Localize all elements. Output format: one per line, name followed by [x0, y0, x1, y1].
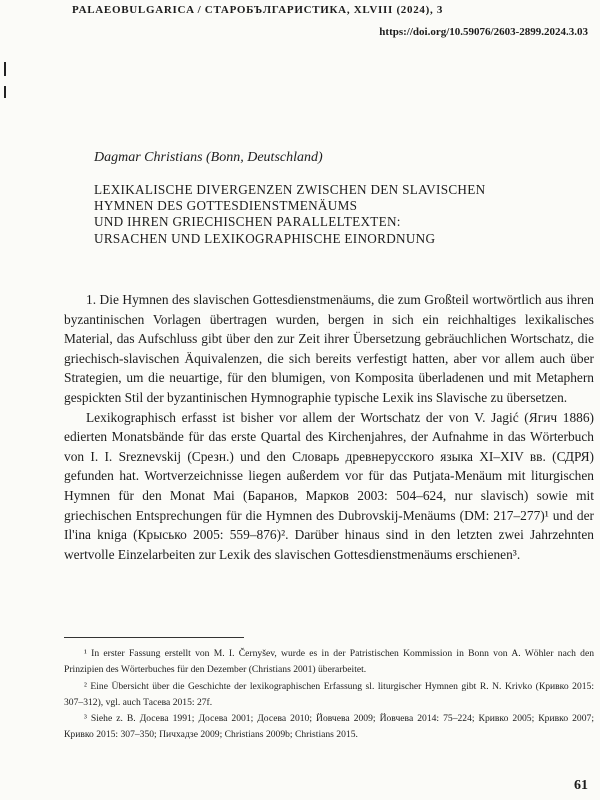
footnote: ³ Siehe z. B. Досева 1991; Досева 2001; Досева 2010; Йовчева 2009; Йовчева 2014: 75–224; Кривко 2005; Кривко 2007; Кривко 2015: 307–350; Пичхадзе 2009; Christians 2009b; Christians 2015. — [64, 713, 594, 741]
title-line: LEXIKALISCHE DIVERGENZEN ZWISCHEN DEN SLAVISCHEN — [94, 182, 486, 197]
footnotes — [64, 646, 594, 744]
footnote-divider — [64, 637, 244, 638]
author-line: Dagmar Christians (Bonn, Deutschland) — [94, 150, 323, 165]
body-paragraph: Lexikographisch erfasst ist bisher vor allem der Wortschatz der von V. Jagić (Ягич 1886) edierten Monatsbände für das erste Quartal des Kirchenjahres, der Aufnahme in das Wörterbuch von I. I. Sreznevskij (Срезн.) und den Словарь древнерусского языка XI–XIV вв. (СДРЯ) gefunden hat. Wortverzeichnisse liegen außerdem vor für das Putjata-Menäum mit liturgischen Hymnen für den Monat Mai (Баранов, Марков 2003: 504–624, nur slavisch) sowie mit griechischen Entsprechungen für die Hymnen des Dubrovskij-Menäums (DM: 217–277)¹ und der Il'ina kniga (Крысько 2005: 559–876)². Darüber hinaus sind in den letzten zwei Jahrzehnten wertvolle Einzelarbeiten zur Lexik des slavischen Gottesdienstmenäums erschienen³. — [64, 409, 594, 562]
title-line: URSACHEN UND LEXIKOGRAPHISCHE EINORDNUNG — [94, 230, 436, 246]
margin-mark — [4, 62, 6, 76]
title-line: UND IHREN GRIECHISCHEN PARALLELTEXTEN: — [94, 214, 401, 230]
footnote: ² Eine Übersicht über die Geschichte der lexikographischen Erfassung sl. liturgischer Hymnen gibt R. N. Krivko (Кривко 2015: 307–312), vgl. auch Тасева 2015: 27f. — [64, 680, 594, 708]
doi-link[interactable]: https://doi.org/10.59076/2603-2899.2024.3.03 — [379, 26, 588, 38]
body-paragraph: 1. Die Hymnen des slavischen Gottesdienstmenäums, die zum Großteil wortwörtlich aus ihren byzantinischen Vorlagen übertragen wurden, bergen in sich ein reichhaltiges lexikalisches Material, das Aufschluss gibt über den zur Zeit ihrer Übersetzung gebräuchlichen Wortschatz, die griechisch-slavischen Äquivalenzen, die sich bereits verfestigt hatten, aber vor allem auch über Strategien, um die neuartige, für den blumigen, von Komposita überladenen und mit Metaphern gespickten Stil der byzantinischen Hymnographie typische Lexik ins Slavische zu übersetzen. — [64, 292, 594, 405]
footnote: ¹ In erster Fassung erstellt von M. I. Černyšev, wurde es in der Patristischen Kommission in Bonn von A. Wöhler nach den Prinzipien des Wörterbuches für den Dezember (Christians 2001) überarbeitet. — [64, 648, 594, 676]
article-title — [94, 182, 564, 247]
article-body — [64, 290, 594, 564]
running-header: PALAEOBULGARICA / СТАРОБЪЛГАРИСТИКА, XLVIII (2024), 3 — [72, 4, 444, 16]
page-number: 61 — [574, 778, 588, 793]
margin-mark — [4, 86, 6, 98]
title-line: HYMNEN DES GOTTESDIENSTMENÄUMS — [94, 198, 358, 214]
